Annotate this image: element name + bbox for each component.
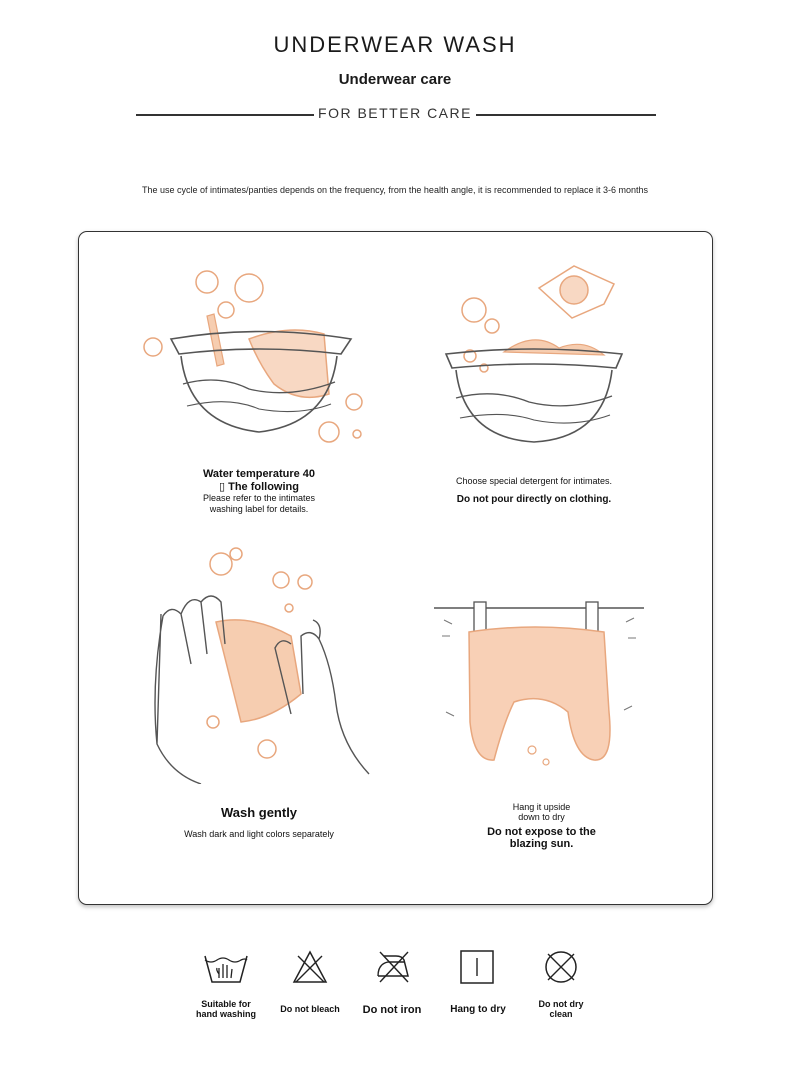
no-dry-clean-label — [521, 1000, 601, 1020]
divider-left — [136, 114, 314, 116]
no-iron-icon — [374, 950, 412, 984]
care-steps-panel — [78, 231, 713, 905]
hand-wash-illustration — [141, 544, 381, 784]
hand-wash-label-2: hand washing — [195, 1008, 256, 1019]
no-bleach-icon — [292, 950, 328, 984]
no-dry-clean-label-2: clean — [549, 1008, 573, 1019]
divider-text: FOR BETTER CARE — [318, 105, 472, 121]
step-1-detail-2: washing label for details. — [209, 503, 309, 514]
page-subtitle: Underwear care — [338, 71, 452, 88]
divider-right — [476, 114, 656, 116]
detergent-basin-illustration — [434, 260, 634, 450]
page-title: UNDERWEAR WASH — [273, 32, 517, 57]
hand-wash-icon — [203, 948, 249, 988]
hand-wash-label — [186, 1000, 266, 1020]
no-dry-clean-icon — [543, 950, 579, 984]
step-3-caption — [159, 806, 359, 839]
step-3-detail: Wash dark and light colors separately — [184, 828, 334, 839]
no-bleach-label: Do not bleach — [280, 1004, 340, 1014]
step-4-title-1: Hang it upside — [512, 802, 571, 812]
intro-text: The use cycle of intimates/panties depends on the frequency, from the health angle, it is recommended to replace it 3-6 months — [141, 185, 649, 195]
step-2-title: Choose special detergent for intimates. — [455, 476, 613, 486]
step-3-title: Wash gently — [220, 805, 298, 820]
step-4-title-2: down to dry — [518, 812, 565, 823]
step-4-caption — [459, 802, 624, 851]
step-2-caption — [419, 476, 649, 506]
step-1-detail-1: Please refer to the intimates — [202, 493, 316, 504]
step-4-detail-1: Do not expose to the — [487, 825, 596, 838]
step-4-detail-2: blazing sun. — [509, 838, 574, 851]
step-1-subtitle: ▯ The following — [219, 480, 299, 493]
hang-dry-illustration — [434, 592, 644, 782]
basin-soak-illustration — [139, 264, 379, 464]
hang-dry-label: Hang to dry — [450, 1004, 506, 1015]
step-1-title: Water temperature 40 — [202, 468, 316, 480]
no-iron-label: Do not iron — [362, 1004, 422, 1016]
step-1-caption — [159, 468, 359, 514]
hang-dry-icon — [460, 950, 494, 984]
no-dry-clean-label-1: Do not dry — [538, 999, 584, 1009]
hand-wash-label-1: Suitable for — [201, 999, 251, 1009]
step-2-detail: Do not pour directly on clothing. — [456, 494, 612, 506]
